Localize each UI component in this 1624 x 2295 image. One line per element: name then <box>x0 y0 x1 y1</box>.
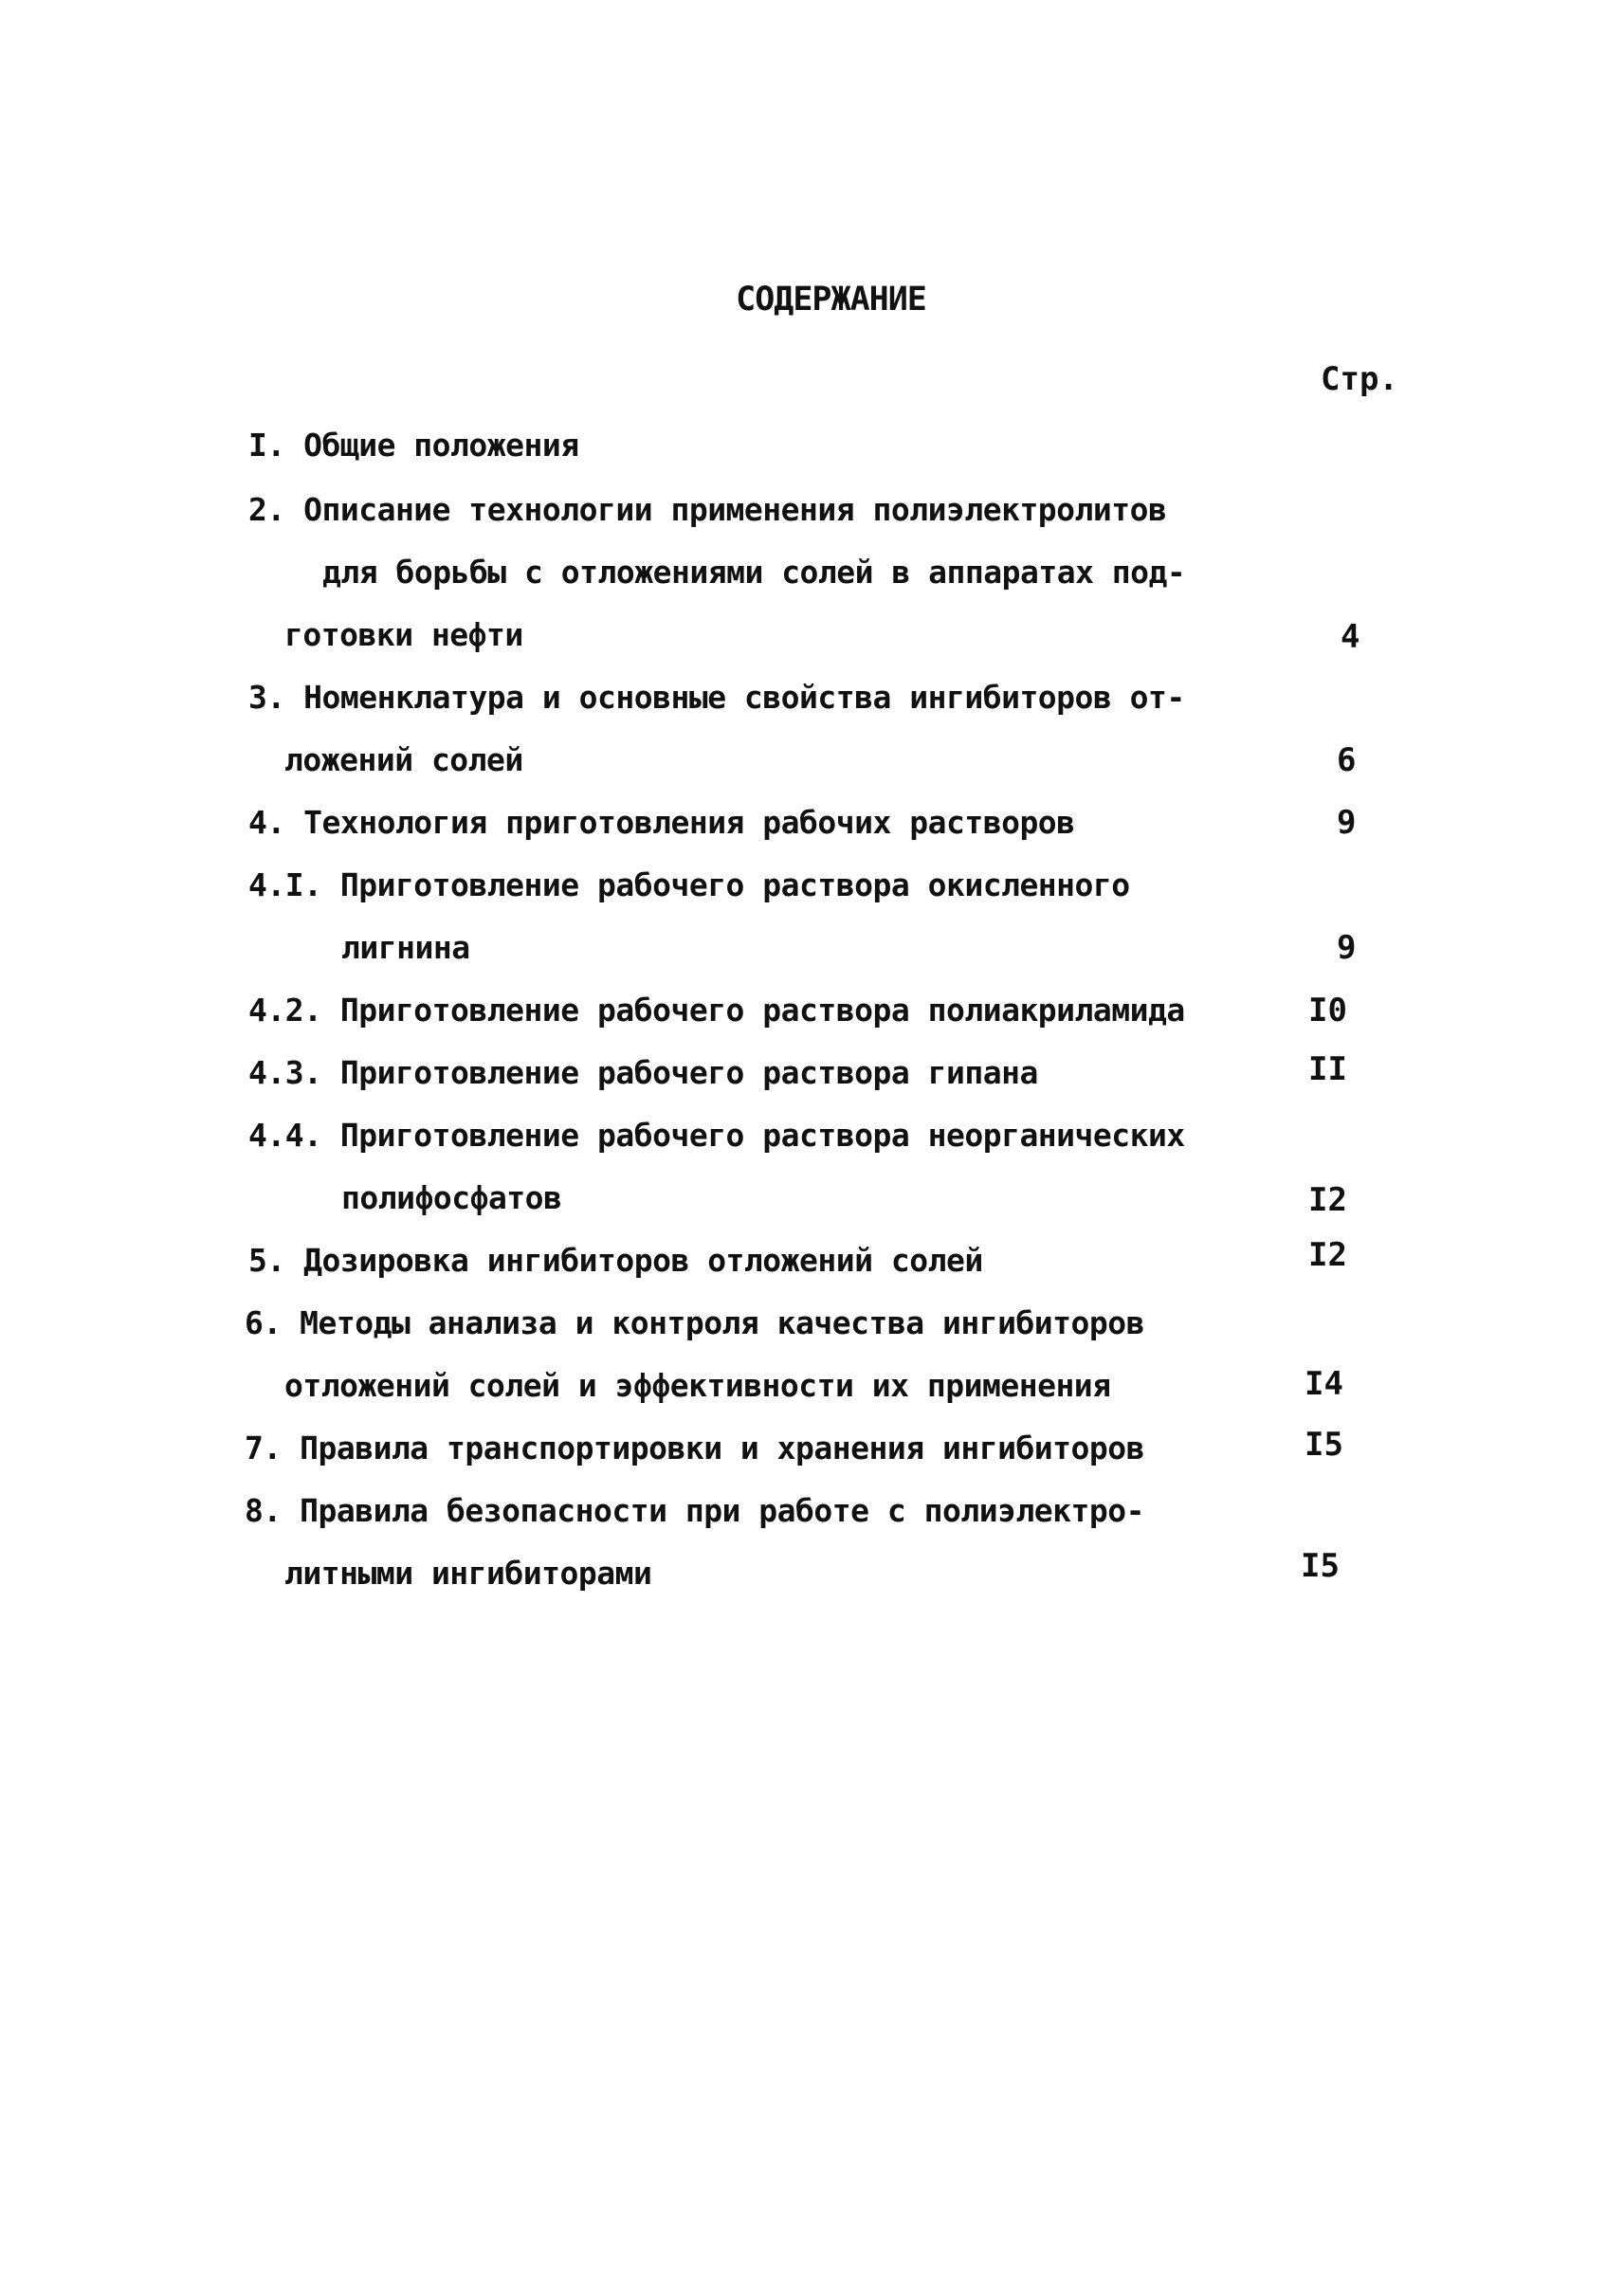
toc-entry-4-1-page: 9 <box>1337 929 1357 967</box>
toc-entry-2-line-2: для борьбы с отложениями солей в аппаратах под- <box>322 554 1186 591</box>
toc-entry-4-1-line-2: лигнина <box>341 929 470 966</box>
toc-entry-6-page: I4 <box>1305 1365 1343 1403</box>
toc-entry-4-1-line-1: 4.I. Приготовление рабочего раствора окисленного <box>248 866 1130 903</box>
page-title: СОДЕРЖАНИЕ <box>736 281 926 319</box>
toc-entry-3-line-2: ложений солей <box>284 741 523 778</box>
page-column-header: Стр. <box>1321 360 1398 398</box>
toc-entry-4-3-line-1: 4.3. Приготовление рабочего раствора гипана <box>248 1054 1038 1091</box>
toc-entry-4-4-line-2: полифосфатов <box>341 1179 562 1216</box>
toc-entry-3-page: 6 <box>1337 741 1357 779</box>
toc-entry-8-line-1: 8. Правила безопасности при работе с полиэлектро- <box>245 1492 1145 1529</box>
toc-entry-2-line-3: готовки нефти <box>284 616 523 653</box>
toc-entry-7-line-1: 7. Правила транспортировки и хранения ингибиторов <box>245 1430 1145 1466</box>
toc-entry-4-3-page: II <box>1308 1050 1347 1088</box>
toc-entry-5-page: I2 <box>1308 1236 1347 1274</box>
toc-entry-4-4-line-1: 4.4. Приготовление рабочего раствора неорганических <box>248 1117 1185 1154</box>
toc-entry-1-line-1: I. Общие положения <box>248 427 579 464</box>
toc-entry-3-line-1: 3. Номенклатура и основные свойства ингибиторов от- <box>248 679 1185 716</box>
toc-entry-4-4-page: I2 <box>1308 1181 1347 1219</box>
toc-entry-4-page: 9 <box>1337 804 1357 842</box>
toc-entry-2-line-1: 2. Описание технологии применения полиэлектролитов <box>248 491 1167 528</box>
toc-entry-8-page: I5 <box>1301 1547 1340 1585</box>
toc-entry-8-line-2: литными ингибиторами <box>284 1555 652 1592</box>
toc-entry-4-2-page: I0 <box>1308 992 1347 1029</box>
toc-entry-7-page: I5 <box>1305 1426 1343 1464</box>
toc-entry-6-line-1: 6. Методы анализа и контроля качества ингибиторов <box>245 1304 1145 1341</box>
toc-entry-5-line-1: 5. Дозировка ингибиторов отложений солей <box>248 1242 983 1279</box>
toc-entry-2-page: 4 <box>1341 618 1360 656</box>
toc-entry-6-line-2: отложений солей и эффективности их применения <box>284 1367 1111 1404</box>
toc-entry-4-line-1: 4. Технология приготовления рабочих растворов <box>248 804 1075 841</box>
toc-entry-4-2-line-1: 4.2. Приготовление рабочего раствора полиакриламида <box>248 992 1185 1029</box>
